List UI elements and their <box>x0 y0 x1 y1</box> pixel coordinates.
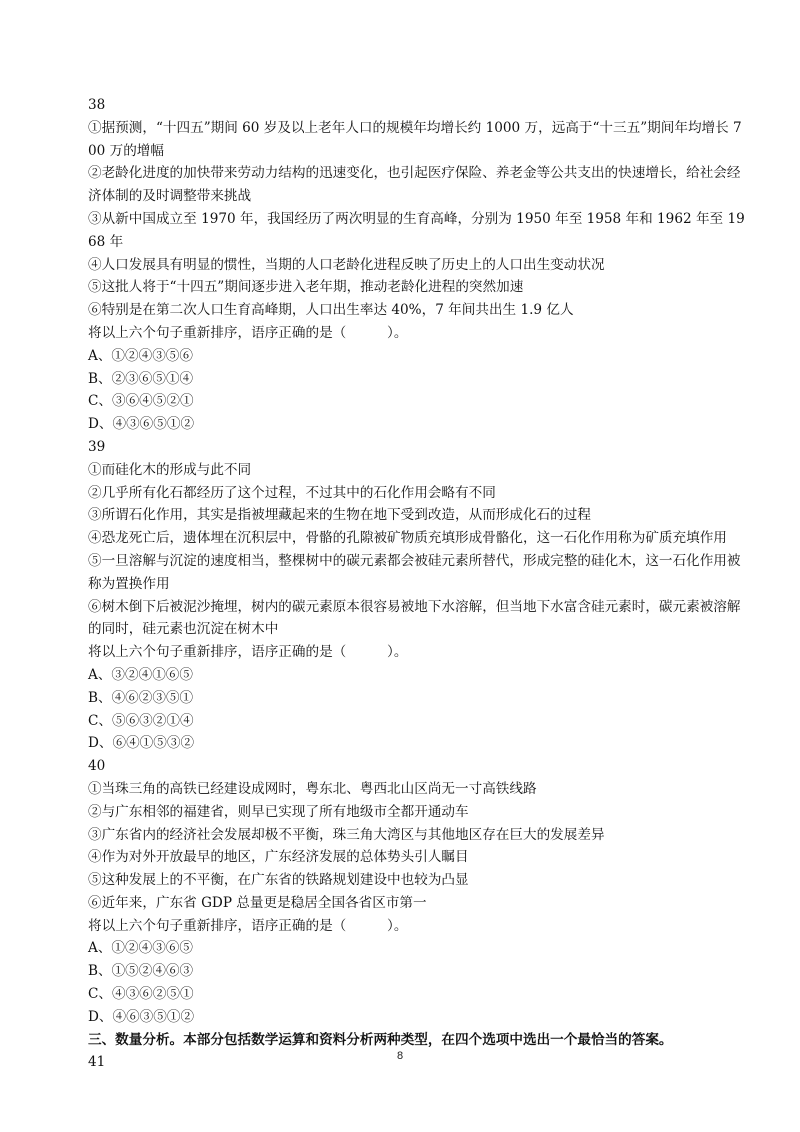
question-38 <box>88 94 748 436</box>
option-d: D、④⑥③⑤①② <box>88 1008 195 1025</box>
option-a: A、③②④①⑥⑤ <box>88 666 193 683</box>
sentence-6: ⑥树木倒下后被泥沙掩埋，树内的碳元素原本很容易被地下水溶解，但当地下水富含硅元素时，碳元素被溶解的同时，硅元素也沉淀在树木中 <box>88 598 741 638</box>
option-b: B、②③⑥⑤①④ <box>88 370 194 387</box>
section-heading: 三、数量分析。本部分包括数学运算和资料分析两种类型，在四个选项中选出一个最恰当的答案。 <box>88 1031 673 1048</box>
question-number: 38 <box>88 97 106 113</box>
sentence-6: ⑥近年来，广东省 GDP 总量更是稳居全国各省区市第一 <box>88 894 427 911</box>
question-40 <box>88 755 748 1029</box>
question-prompt: 将以上六个句子重新排序，语序正确的是（ ）。 <box>88 917 408 934</box>
option-c: C、⑤⑥③②①④ <box>88 712 194 729</box>
question-number: 40 <box>88 758 106 775</box>
question-number: 41 <box>88 1054 106 1071</box>
question-prompt: 将以上六个句子重新排序，语序正确的是（ ）。 <box>88 324 408 341</box>
question-number: 39 <box>88 438 106 455</box>
sentence-1: ①据预测，“十四五”期间 60 岁及以上老年人口的规模年均增长约 1000 万，远高于“十三五”期间年均增长 700 万的增幅 <box>88 119 742 159</box>
sentence-1: ①而硅化木的形成与此不同 <box>88 461 252 478</box>
sentence-2: ②与广东相邻的福建省，则早已实现了所有地级市全都开通动车 <box>88 803 469 820</box>
option-c: C、③⑥④⑤②① <box>88 393 194 410</box>
option-c: C、④③⑥②⑤① <box>88 986 194 1003</box>
question-39 <box>88 436 748 755</box>
sentence-4: ④恐龙死亡后，遗体埋在沉积层中，骨骼的孔隙被矿物质充填形成骨骼化，这一石化作用称为矿质充填作用 <box>88 530 727 547</box>
sentence-6: ⑥特别是在第二次人口生育高峰期，人口出生率达 40%，7 年间共出生 1.9 亿人 <box>88 302 574 319</box>
option-d: D、④③⑥⑤①② <box>88 416 195 433</box>
option-a: A、①②④③⑥⑤ <box>88 940 193 957</box>
option-b: B、④⑥②③⑤① <box>88 689 194 706</box>
page-number: 8 <box>396 1050 404 1062</box>
question-prompt: 将以上六个句子重新排序，语序正确的是（ ）。 <box>88 644 408 661</box>
sentence-4: ④作为对外开放最早的地区，广东经济发展的总体势头引人瞩目 <box>88 849 469 866</box>
sentence-3: ③所谓石化作用，其实是指被埋藏起来的生物在地下受到改造，从而形成化石的过程 <box>88 507 591 524</box>
sentence-3: ③从新中国成立至 1970 年，我国经历了两次明显的生育高峰，分别为 1950 年至 1958 年和 1962 年至 1968 年 <box>88 210 745 250</box>
sentence-5: ⑤这批人将于“十四五”期间逐步进入老年期，推动老龄化进程的突然加速 <box>88 279 524 296</box>
option-b: B、①⑤②④⑥③ <box>88 963 194 980</box>
option-d: D、⑥④①⑤③② <box>88 735 195 752</box>
sentence-4: ④人口发展具有明显的惯性，当期的人口老龄化进程反映了历史上的人口出生变动状况 <box>88 256 605 273</box>
sentence-1: ①当珠三角的高铁已经建设成网时，粤东北、粤西北山区尚无一寸高铁线路 <box>88 780 537 797</box>
document-body <box>88 94 748 1074</box>
sentence-5: ⑤一旦溶解与沉淀的速度相当，整棵树中的碳元素都会被硅元素所替代，形成完整的硅化木，这一石化作用被称为置换作用 <box>88 552 741 592</box>
sentence-2: ②老龄化进度的加快带来劳动力结构的迅速变化，也引起医疗保险、养老金等公共支出的快速增长，给社会经济体制的及时调整带来挑战 <box>88 165 741 205</box>
sentence-2: ②几乎所有化石都经历了这个过程，不过其中的石化作用会略有不同 <box>88 484 496 501</box>
sentence-5: ⑤这种发展上的不平衡，在广东省的铁路规划建设中也较为凸显 <box>88 872 469 889</box>
option-a: A、①②④③⑤⑥ <box>88 347 193 364</box>
sentence-3: ③广东省内的经济社会发展却极不平衡，珠三角大湾区与其他地区存在巨大的发展差异 <box>88 826 605 843</box>
